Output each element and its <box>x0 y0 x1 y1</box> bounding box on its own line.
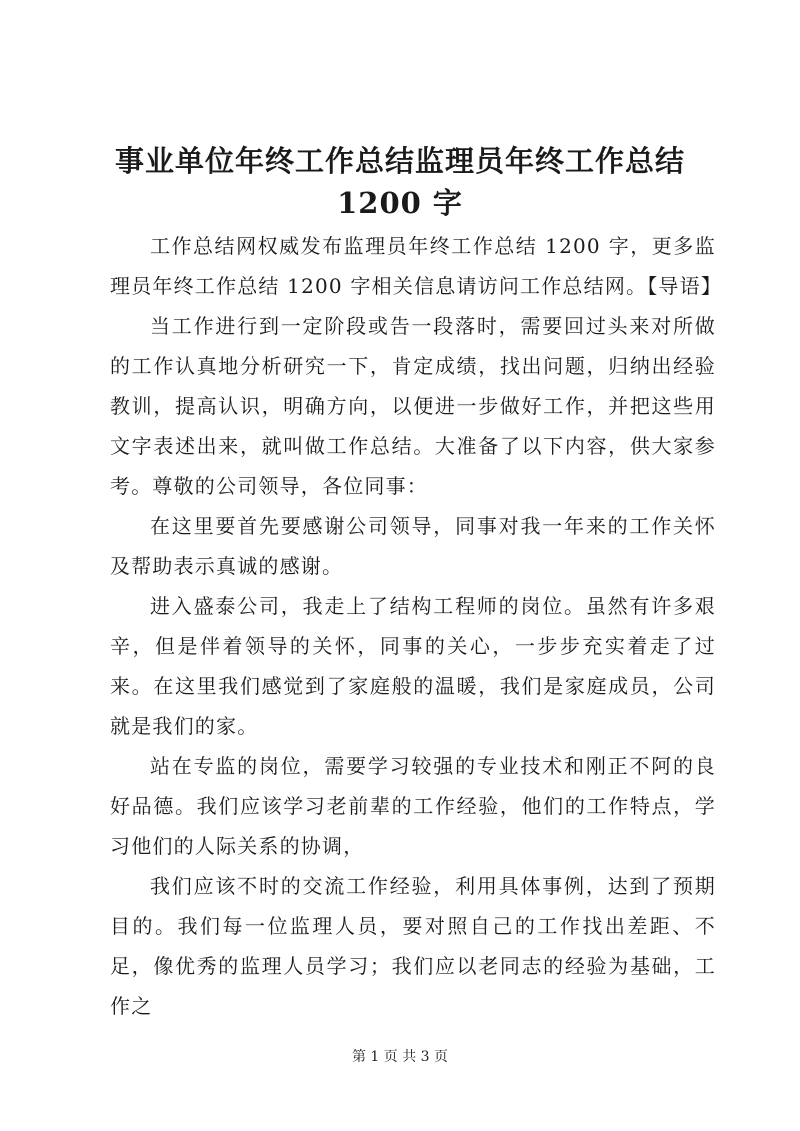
document-title <box>100 140 700 224</box>
document-body <box>110 226 723 1026</box>
title-line-1: 事业单位年终工作总结监理员年终工作总结 <box>114 144 685 178</box>
paragraph-6: 我们应该不时的交流工作经验，利用具体事例，达到了预期目的。我们每一位监理人员，要对照自己的工作找出差距、不足，像优秀的监理人员学习；我们应以老同志的经验为基础，工作之 <box>110 874 716 1018</box>
paragraph-5: 站在专监的岗位，需要学习较强的专业技术和刚正不阿的良好品德。我们应该学习老前辈的工作经验，他们的工作特点，学习他们的人际关系的协调， <box>110 754 716 858</box>
page-footer: 第 1 页 共 3 页 <box>351 1049 449 1065</box>
paragraph-4: 进入盛泰公司，我走上了结构工程师的岗位。虽然有许多艰辛，但是伴着领导的关怀，同事的关心，一步步充实着走了过来。在这里我们感觉到了家庭般的温暖，我们是家庭成员，公司就是我们的家。 <box>110 594 716 738</box>
paragraph-3: 在这里要首先要感谢公司领导，同事对我一年来的工作关怀及帮助表示真诚的感谢。 <box>110 514 716 578</box>
paragraph-2: 当工作进行到一定阶段或告一段落时，需要回过头来对所做的工作认真地分析研究一下，肯定成绩，找出问题，归纳出经验教训，提高认识，明确方向，以便进一步做好工作，并把这些用文字表述出来，就叫做工作总结。大准备了以下内容，供大家参考。尊敬的公司领导，各位同事： <box>110 314 716 498</box>
title-line-2: 1200 字 <box>337 186 463 220</box>
paragraph-1: 工作总结网权威发布监理员年终工作总结 1200 字，更多监理员年终工作总结 1200 字相关信息请访问工作总结网。【导语】 <box>110 234 723 298</box>
